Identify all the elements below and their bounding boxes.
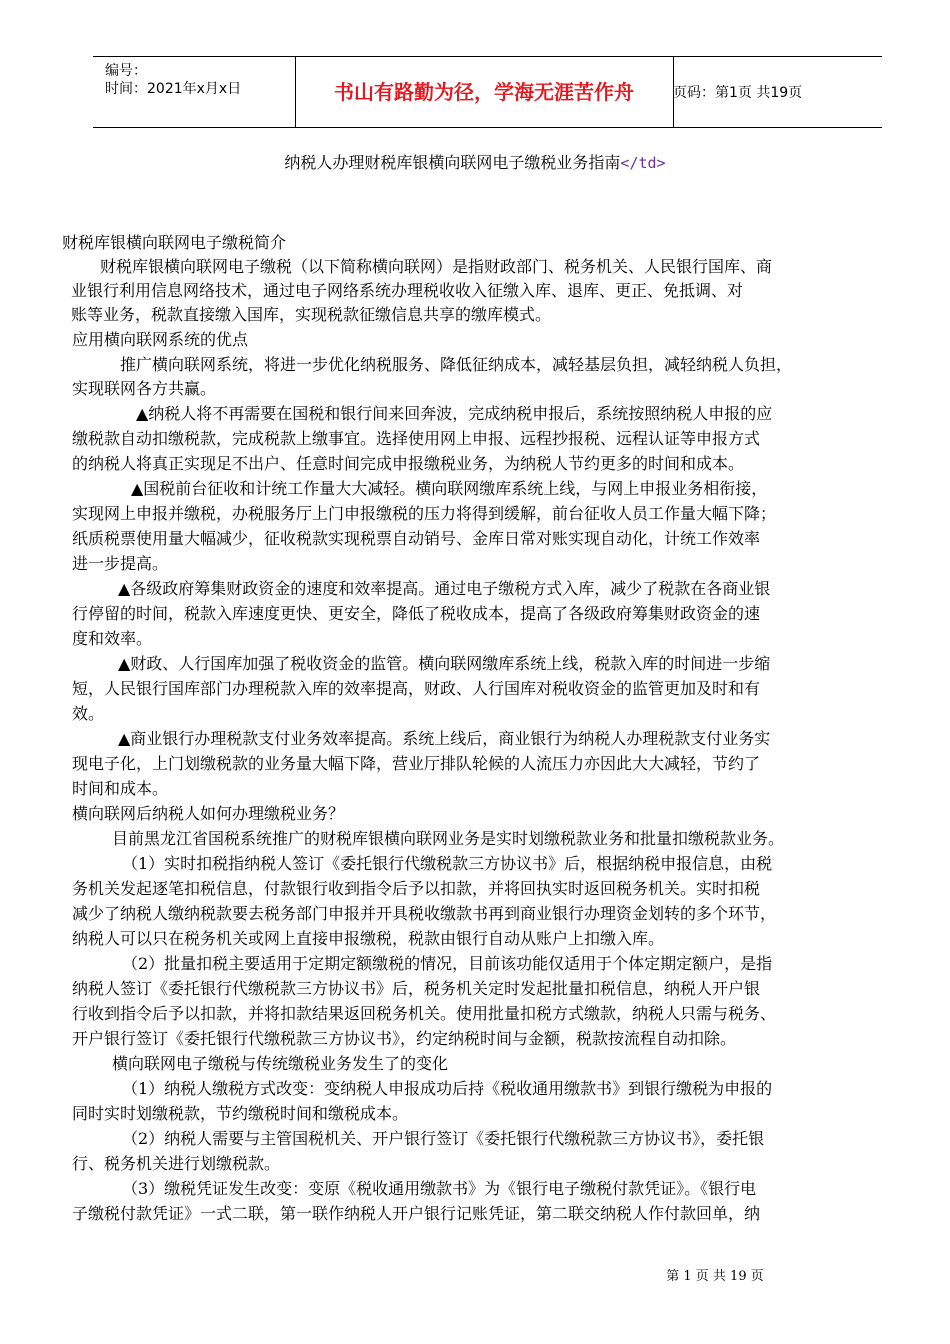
serial-number-label: 编号： bbox=[105, 63, 147, 79]
page-footer: 第 1 页 共 19 页 bbox=[666, 1269, 764, 1284]
paragraph-line: 实现联网各方共赢。 bbox=[72, 379, 217, 398]
paragraph-line: 行、税务机关进行划缴税款。 bbox=[72, 1154, 281, 1173]
paragraph-line: 效。 bbox=[72, 704, 105, 723]
paragraph-line: 业银行利用信息网络技术，通过电子网络系统办理税收收入征缴入库、退库、更正、免抵调、对 bbox=[71, 281, 744, 300]
bullet-line: ▲各级政府筹集财政资金的速度和效率提高。通过电子缴税方式入库，减少了税款在各商业银 bbox=[118, 579, 771, 598]
paragraph-line: （1）实时扣税指纳税人签订《委托银行代缴税款三方协议书》后，根据纳税申报信息，由税 bbox=[122, 854, 773, 873]
paragraph-line: 实现网上申报并缴税，办税服务厅上门申报缴税的压力将得到缓解，前台征收人员工作量大幅下降； bbox=[72, 504, 777, 523]
header-page-cell bbox=[673, 57, 882, 127]
paragraph-line: 行停留的时间，税款入库速度更快、更安全，降低了税收成本，提高了各级政府筹集财政资金的速 bbox=[72, 604, 761, 623]
paragraph-line: 减少了纳税人缴纳税款要去税务部门申报并开具税收缴款书再到商业银行办理资金划转的多个环节， bbox=[72, 904, 777, 923]
paragraph-line: 账等业务，税款直接缴入国库，实现税款征缴信息共享的缴库模式。 bbox=[71, 305, 552, 324]
time-label: 时间：2021年x月x日 bbox=[105, 81, 242, 97]
paragraph-line: （3）缴税凭证发生改变：变原《税收通用缴款书》为《银行电子缴税付款凭证》。《银行电 bbox=[122, 1179, 757, 1198]
paragraph-line: 时间和成本。 bbox=[72, 779, 169, 798]
paragraph-line: 缴税款自动扣缴税款，完成税款上缴事宜。选择使用网上申报、远程抄报税、远程认证等申报方式 bbox=[72, 429, 761, 448]
paragraph-line: 现电子化，上门划缴税款的业务量大幅下降，营业厅排队轮候的人流压力亦因此大大减轻，节约了 bbox=[72, 754, 761, 773]
page-code: 页码：第1页 共19页 bbox=[673, 85, 803, 101]
paragraph-line: （1）纳税人缴税方式改变：变纳税人申报成功后持《税收通用缴款书》到银行缴税为申报的 bbox=[122, 1079, 773, 1098]
paragraph-line: 开户银行签订《委托银行代缴税款三方协议书》，约定纳税时间与金额，税款按流程自动扣除。 bbox=[72, 1029, 737, 1048]
paragraph-line: （2）批量扣税主要适用于定期定额缴税的情况，目前该功能仅适用于个体定期定额户，是指 bbox=[122, 954, 773, 973]
bullet-line: ▲纳税人将不再需要在国税和银行间来回奔波，完成纳税申报后，系统按照纳税人申报的应 bbox=[136, 404, 773, 423]
paragraph-line: 子缴税付款凭证》一式二联，第一联作纳税人开户银行记账凭证，第二联交纳税人作付款回单，纳 bbox=[72, 1204, 761, 1223]
header-info-cell bbox=[93, 57, 296, 127]
paragraph-line: 纳税人可以只在税务机关或网上直接申报缴税，税款由银行自动从账户上扣缴入库。 bbox=[72, 929, 665, 948]
bullet-line: ▲商业银行办理税款支付业务效率提高。系统上线后，商业银行为纳税人办理税款支付业务实 bbox=[118, 729, 771, 748]
bullet-line: ▲财政、人行国库加强了税收资金的监管。横向联网缴库系统上线，税款入库的时间进一步缩 bbox=[118, 654, 771, 673]
document-title bbox=[0, 152, 950, 174]
document-title-text: 纳税人办理财税库银横向联网电子缴税业务指南 bbox=[284, 153, 621, 172]
html-tag-artifact: </td> bbox=[620, 154, 666, 172]
section-heading: 横向联网电子缴税与传统缴税业务发生了的变化 bbox=[112, 1054, 449, 1073]
paragraph-line: 纸质税票使用量大幅减少，征收税款实现税票自动销号、金库日常对账实现自动化，计统工作效率 bbox=[72, 529, 761, 548]
paragraph-line: 推广横向联网系统，将进一步优化纳税服务、降低征纳成本，减轻基层负担，减轻纳税人负担， bbox=[120, 355, 793, 374]
paragraph-line: （2）纳税人需要与主管国税机关、开户银行签订《委托银行代缴税款三方协议书》，委托银 bbox=[122, 1129, 765, 1148]
paragraph-line: 行收到指令后予以扣款，并将扣款结果返回税务机关。使用批量扣税方式缴款，纳税人只需与税务、 bbox=[72, 1004, 777, 1023]
paragraph-line: 短，人民银行国库部门办理税款入库的效率提高，财政、人行国库对税收资金的监管更加及时和有 bbox=[72, 679, 761, 698]
paragraph-line: 度和效率。 bbox=[72, 629, 153, 648]
page-header bbox=[93, 56, 882, 128]
paragraph-line: 的纳税人将真正实现足不出户、任意时间完成申报缴税业务，为纳税人节约更多的时间和成本。 bbox=[72, 454, 745, 473]
header-motto-cell bbox=[295, 57, 674, 127]
paragraph-line: 同时实时划缴税款，节约缴税时间和缴税成本。 bbox=[72, 1104, 409, 1123]
section-heading: 横向联网后纳税人如何办理缴税业务？ bbox=[72, 804, 345, 823]
section-heading: 财税库银横向联网电子缴税简介 bbox=[62, 233, 287, 252]
bullet-line: ▲国税前台征收和计统工作量大大减轻。横向联网缴库系统上线，与网上申报业务相衔接， bbox=[131, 479, 768, 498]
paragraph-line: 进一步提高。 bbox=[72, 554, 169, 573]
section-heading: 应用横向联网系统的优点 bbox=[72, 330, 249, 349]
paragraph-line: 目前黑龙江省国税系统推广的财税库银横向联网业务是实时划缴税款业务和批量扣缴税款业务。 bbox=[112, 829, 785, 848]
motto-text: 书山有路勤为径，学海无涯苦作舟 bbox=[334, 80, 634, 104]
paragraph-line: 纳税人签订《委托银行代缴税款三方协议书》后，税务机关定时发起批量扣税信息，纳税人开户银 bbox=[72, 979, 761, 998]
paragraph-line: 务机关发起逐笔扣税信息，付款银行收到指令后予以扣款，并将回执实时返回税务机关。实时扣税 bbox=[72, 879, 761, 898]
paragraph-line: 财税库银横向联网电子缴税（以下简称横向联网）是指财政部门、税务机关、人民银行国库、商 bbox=[100, 257, 773, 276]
